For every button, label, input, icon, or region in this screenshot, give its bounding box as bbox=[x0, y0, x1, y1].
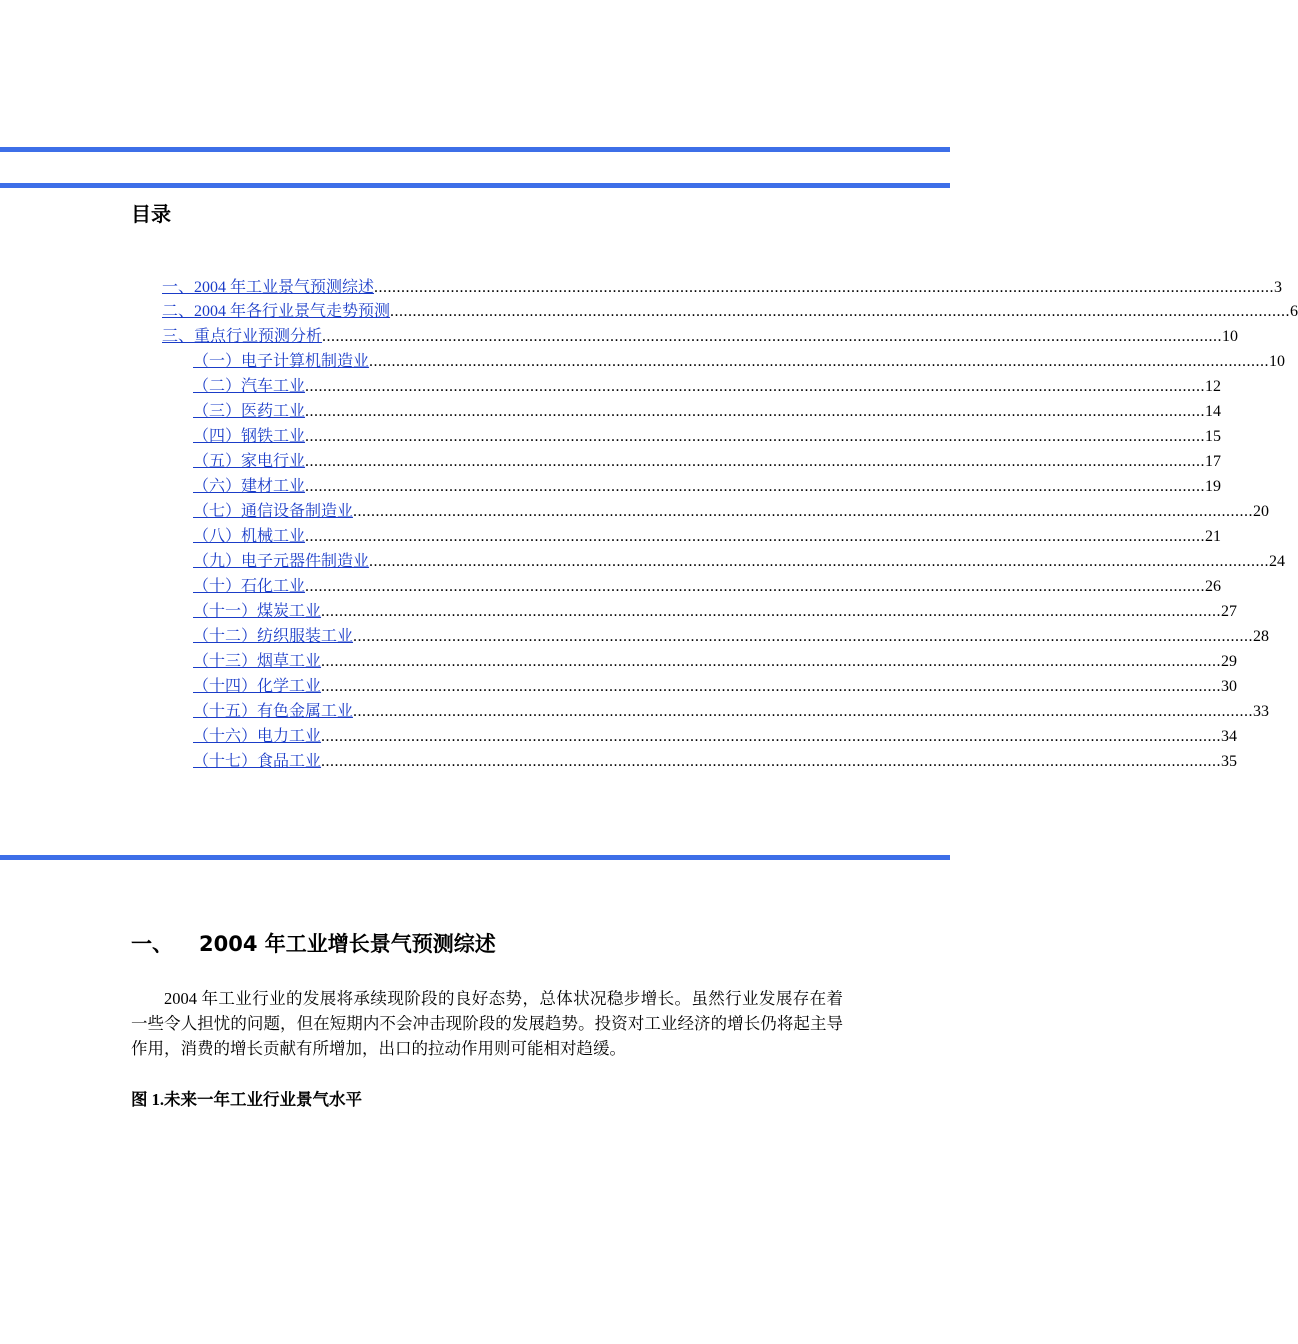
toc-leader: ........................................................................................................................................................................................................ bbox=[305, 478, 1206, 495]
toc-leader: ........................................................................................................................................................................................................ bbox=[321, 753, 1222, 770]
toc-sub-entry-link[interactable]: （九）电子元器件制造业 bbox=[193, 553, 370, 570]
toc-page-number: 20 bbox=[1253, 503, 1270, 520]
toc-sub-entry-link[interactable]: （六）建材工业 bbox=[193, 478, 306, 495]
toc-entry[interactable] bbox=[162, 323, 1239, 347]
section-heading bbox=[131, 928, 496, 958]
toc-leader: ........................................................................................................................................................................................................ bbox=[374, 279, 1275, 296]
toc-page-number: 6 bbox=[1290, 303, 1298, 320]
toc-leader: ........................................................................................................................................................................................................ bbox=[305, 528, 1206, 545]
toc-sub-entry[interactable] bbox=[193, 748, 1238, 772]
toc-sub-entry-link[interactable]: （十二）纺织服装工业 bbox=[193, 628, 354, 645]
toc-sub-entry-link[interactable]: （十六）电力工业 bbox=[193, 728, 322, 745]
figure-caption: 图 1.未来一年工业行业景气水平 bbox=[131, 1090, 362, 1109]
toc-sub-entry-link[interactable]: （三）医药工业 bbox=[193, 403, 306, 420]
toc-page-number: 33 bbox=[1253, 703, 1270, 720]
toc-entry-link[interactable]: 2004 年各行业景气走势预测 bbox=[194, 303, 391, 320]
toc-entry[interactable] bbox=[162, 298, 1298, 322]
top-rule-2 bbox=[0, 183, 950, 188]
toc-entry-number[interactable]: 一、 bbox=[162, 279, 195, 296]
toc-sub-entry[interactable] bbox=[193, 648, 1238, 672]
toc-sub-entry-link[interactable]: （二）汽车工业 bbox=[193, 378, 306, 395]
toc-sub-entry[interactable] bbox=[193, 598, 1238, 622]
toc-page-number: 24 bbox=[1269, 553, 1286, 570]
toc-entry-number[interactable]: 三、 bbox=[162, 328, 195, 345]
toc-page-number: 26 bbox=[1205, 578, 1222, 595]
toc-leader: ........................................................................................................................................................................................................ bbox=[321, 728, 1222, 745]
toc-page-number: 29 bbox=[1221, 653, 1238, 670]
toc-sub-entry[interactable] bbox=[193, 448, 1222, 472]
toc-sub-entry[interactable] bbox=[193, 523, 1222, 547]
toc-sub-entry-link[interactable]: （十三）烟草工业 bbox=[193, 653, 322, 670]
section-number: 一、 bbox=[131, 932, 173, 956]
top-rule-1 bbox=[0, 147, 950, 152]
toc-page-number: 10 bbox=[1269, 353, 1286, 370]
toc-leader: ........................................................................................................................................................................................................ bbox=[369, 553, 1270, 570]
toc-sub-entry[interactable] bbox=[193, 723, 1238, 747]
body-paragraph: 2004 年工业行业的发展将承续现阶段的良好态势，总体状况稳步增长。虽然行业发展存在着一些令人担忧的问题，但在短期内不会冲击现阶段的发展趋势。投资对工业经济的增长仍将起主导作用，消费的增长贡献有所增加，出口的拉动作用则可能相对趋缓。 bbox=[131, 989, 843, 1058]
toc-page-number: 21 bbox=[1205, 528, 1222, 545]
toc-page-number: 30 bbox=[1221, 678, 1238, 695]
toc-sub-entry-link[interactable]: （四）钢铁工业 bbox=[193, 428, 306, 445]
toc-sub-entry[interactable] bbox=[193, 698, 1270, 722]
toc-page-number: 12 bbox=[1205, 378, 1222, 395]
section-title: 2004 年工业增长景气预测综述 bbox=[199, 932, 496, 956]
toc-page-number: 19 bbox=[1205, 478, 1222, 495]
toc-sub-entry[interactable] bbox=[193, 623, 1270, 647]
toc-sub-entry[interactable] bbox=[193, 423, 1222, 447]
toc-leader: ........................................................................................................................................................................................................ bbox=[321, 678, 1222, 695]
toc-sub-entry-link[interactable]: （七）通信设备制造业 bbox=[193, 503, 354, 520]
toc-sub-entry[interactable] bbox=[193, 348, 1286, 372]
toc-page-number: 15 bbox=[1205, 428, 1222, 445]
toc-sub-entry-link[interactable]: （十七）食品工业 bbox=[193, 753, 322, 770]
toc-sub-entry[interactable] bbox=[193, 498, 1270, 522]
toc-page-number: 34 bbox=[1221, 728, 1238, 745]
toc-page-number: 28 bbox=[1253, 628, 1270, 645]
toc-page-number: 10 bbox=[1222, 328, 1239, 345]
toc-sub-entry-link[interactable]: （十）石化工业 bbox=[193, 578, 306, 595]
toc-page-number: 27 bbox=[1221, 603, 1238, 620]
toc-entry-link[interactable]: 重点行业预测分析 bbox=[194, 328, 323, 345]
toc-sub-entry-link[interactable]: （八）机械工业 bbox=[193, 528, 306, 545]
toc-sub-entry[interactable] bbox=[193, 373, 1222, 397]
toc-leader: ........................................................................................................................................................................................................ bbox=[305, 578, 1206, 595]
toc-leader: ........................................................................................................................................................................................................ bbox=[369, 353, 1270, 370]
toc-sub-entry[interactable] bbox=[193, 548, 1286, 572]
toc-leader: ........................................................................................................................................................................................................ bbox=[305, 403, 1206, 420]
toc-leader: ........................................................................................................................................................................................................ bbox=[353, 503, 1254, 520]
toc-leader: ........................................................................................................................................................................................................ bbox=[353, 703, 1254, 720]
toc-sub-entry-link[interactable]: （十五）有色金属工业 bbox=[193, 703, 354, 720]
toc-page-number: 17 bbox=[1205, 453, 1222, 470]
toc-leader: ........................................................................................................................................................................................................ bbox=[305, 453, 1206, 470]
toc-entry-link[interactable]: 2004 年工业景气预测综述 bbox=[194, 279, 375, 296]
toc-sub-entry[interactable] bbox=[193, 673, 1238, 697]
toc-sub-entry-link[interactable]: （十四）化学工业 bbox=[193, 678, 322, 695]
toc-leader: ........................................................................................................................................................................................................ bbox=[390, 303, 1291, 320]
toc-page-number: 3 bbox=[1274, 279, 1283, 296]
toc-sub-entry[interactable] bbox=[193, 473, 1222, 497]
toc-page-number: 14 bbox=[1205, 403, 1222, 420]
toc-page-number: 35 bbox=[1221, 753, 1238, 770]
toc-entry-number[interactable]: 二、 bbox=[162, 303, 195, 320]
toc-leader: ........................................................................................................................................................................................................ bbox=[305, 378, 1206, 395]
toc-sub-entry-link[interactable]: （五）家电行业 bbox=[193, 453, 306, 470]
toc-leader: ........................................................................................................................................................................................................ bbox=[321, 603, 1222, 620]
toc-sub-entry[interactable] bbox=[193, 398, 1222, 422]
toc-sub-entry-link[interactable]: （一）电子计算机制造业 bbox=[193, 353, 370, 370]
toc-title: 目录 bbox=[131, 202, 171, 226]
toc-leader: ........................................................................................................................................................................................................ bbox=[353, 628, 1254, 645]
toc-entry[interactable] bbox=[162, 274, 1283, 298]
section-rule bbox=[0, 855, 950, 860]
toc-leader: ........................................................................................................................................................................................................ bbox=[305, 428, 1206, 445]
toc-sub-entry-link[interactable]: （十一）煤炭工业 bbox=[193, 603, 322, 620]
toc-leader: ........................................................................................................................................................................................................ bbox=[321, 653, 1222, 670]
toc-leader: ........................................................................................................................................................................................................ bbox=[322, 328, 1223, 345]
toc-sub-entry[interactable] bbox=[193, 573, 1222, 597]
